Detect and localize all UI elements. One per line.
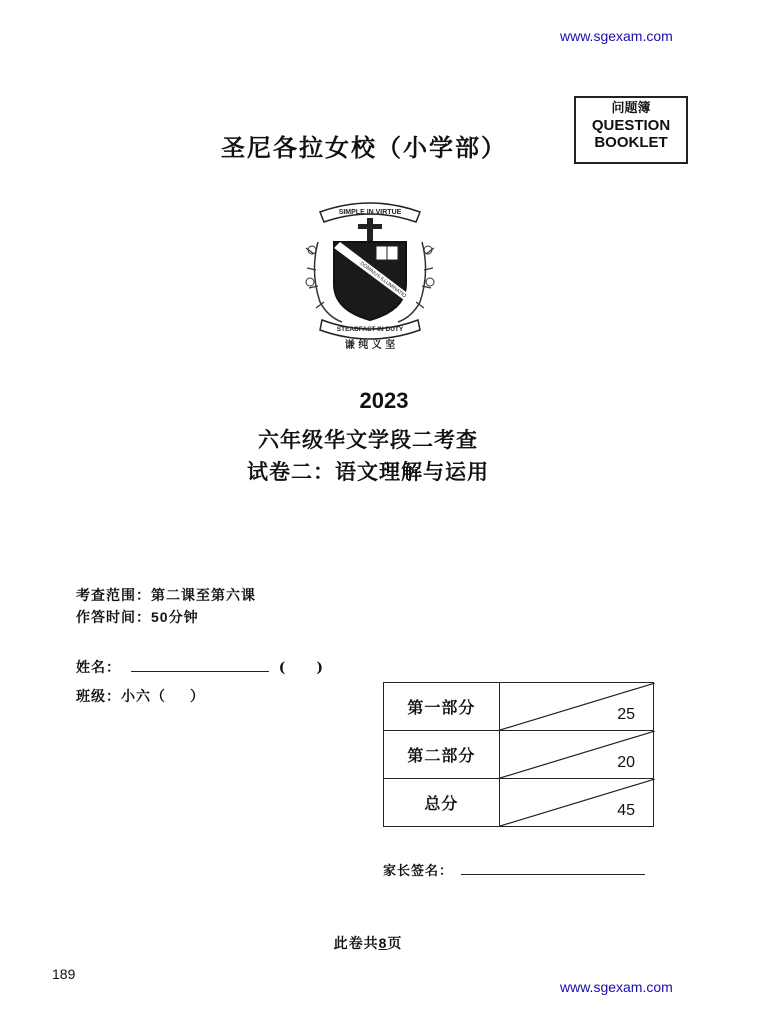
- website-link-bottom[interactable]: www.sgexam.com: [560, 979, 673, 995]
- page-count: [0, 933, 736, 953]
- exam-year: 2023: [359, 388, 409, 413]
- badge-chinese: 问题簿: [611, 101, 651, 116]
- school-name: 圣尼各拉女校（小学部）: [221, 133, 507, 162]
- table-row: [384, 779, 654, 827]
- score-total-value: 45: [617, 802, 635, 819]
- crest-motto-bottom: STEADFAST IN DUTY: [336, 326, 404, 333]
- class-field-row: [76, 686, 205, 706]
- parent-sign-label: 家长签名：: [383, 864, 454, 879]
- time-label: 作答时间：: [76, 610, 151, 626]
- score-table: [383, 682, 654, 827]
- name-paren-close: ): [316, 660, 324, 676]
- score-row-label: 总分: [384, 779, 500, 827]
- table-row: [384, 731, 654, 779]
- score-total-value: 20: [617, 754, 635, 771]
- page-count-suffix: 页: [387, 936, 403, 952]
- table-row: [384, 683, 654, 731]
- badge-english-line1: QUESTION: [591, 116, 671, 134]
- name-label: 姓名：: [76, 660, 121, 676]
- exam-scope: 考查范围：第二课至第六课: [76, 588, 256, 604]
- time-unit: 分钟: [168, 610, 199, 626]
- crest-emblem-icon: [300, 192, 440, 352]
- class-paren-close: ）: [190, 689, 205, 705]
- class-label: 班级：小六（: [76, 689, 166, 705]
- score-cell[interactable]: [499, 731, 653, 779]
- crest-motto-top: SIMPLE IN VIRTUE: [338, 209, 402, 216]
- score-row-label: 第二部分: [384, 731, 500, 779]
- name-paren-open: (: [278, 660, 287, 676]
- badge-english-line2: BOOKLET: [594, 134, 668, 152]
- website-link-top[interactable]: www.sgexam.com: [560, 28, 673, 44]
- crest-shield-text: DOMINUS ILLUMINATIO: [358, 260, 408, 300]
- name-field-row: [76, 657, 324, 677]
- score-row-label: 第一部分: [384, 683, 500, 731]
- crest-chinese-motto: 谦 纯 义 坚: [344, 340, 396, 351]
- page-count-prefix: 此卷共: [333, 936, 379, 952]
- exam-time: [76, 607, 199, 627]
- paper-title: 试卷二：语文理解与运用: [247, 459, 489, 484]
- time-value: 50: [151, 609, 169, 625]
- score-cell[interactable]: [499, 683, 653, 731]
- school-crest: [300, 192, 440, 352]
- parent-signature-line[interactable]: [461, 874, 645, 875]
- score-cell[interactable]: [499, 779, 653, 827]
- score-total-value: 25: [617, 706, 635, 723]
- name-blank-line[interactable]: [131, 671, 269, 672]
- exam-title: 六年级华文学段二考查: [258, 427, 478, 452]
- parent-signature-row: [383, 860, 649, 879]
- page-count-number: 8: [378, 935, 388, 951]
- page-number: 189: [52, 966, 76, 982]
